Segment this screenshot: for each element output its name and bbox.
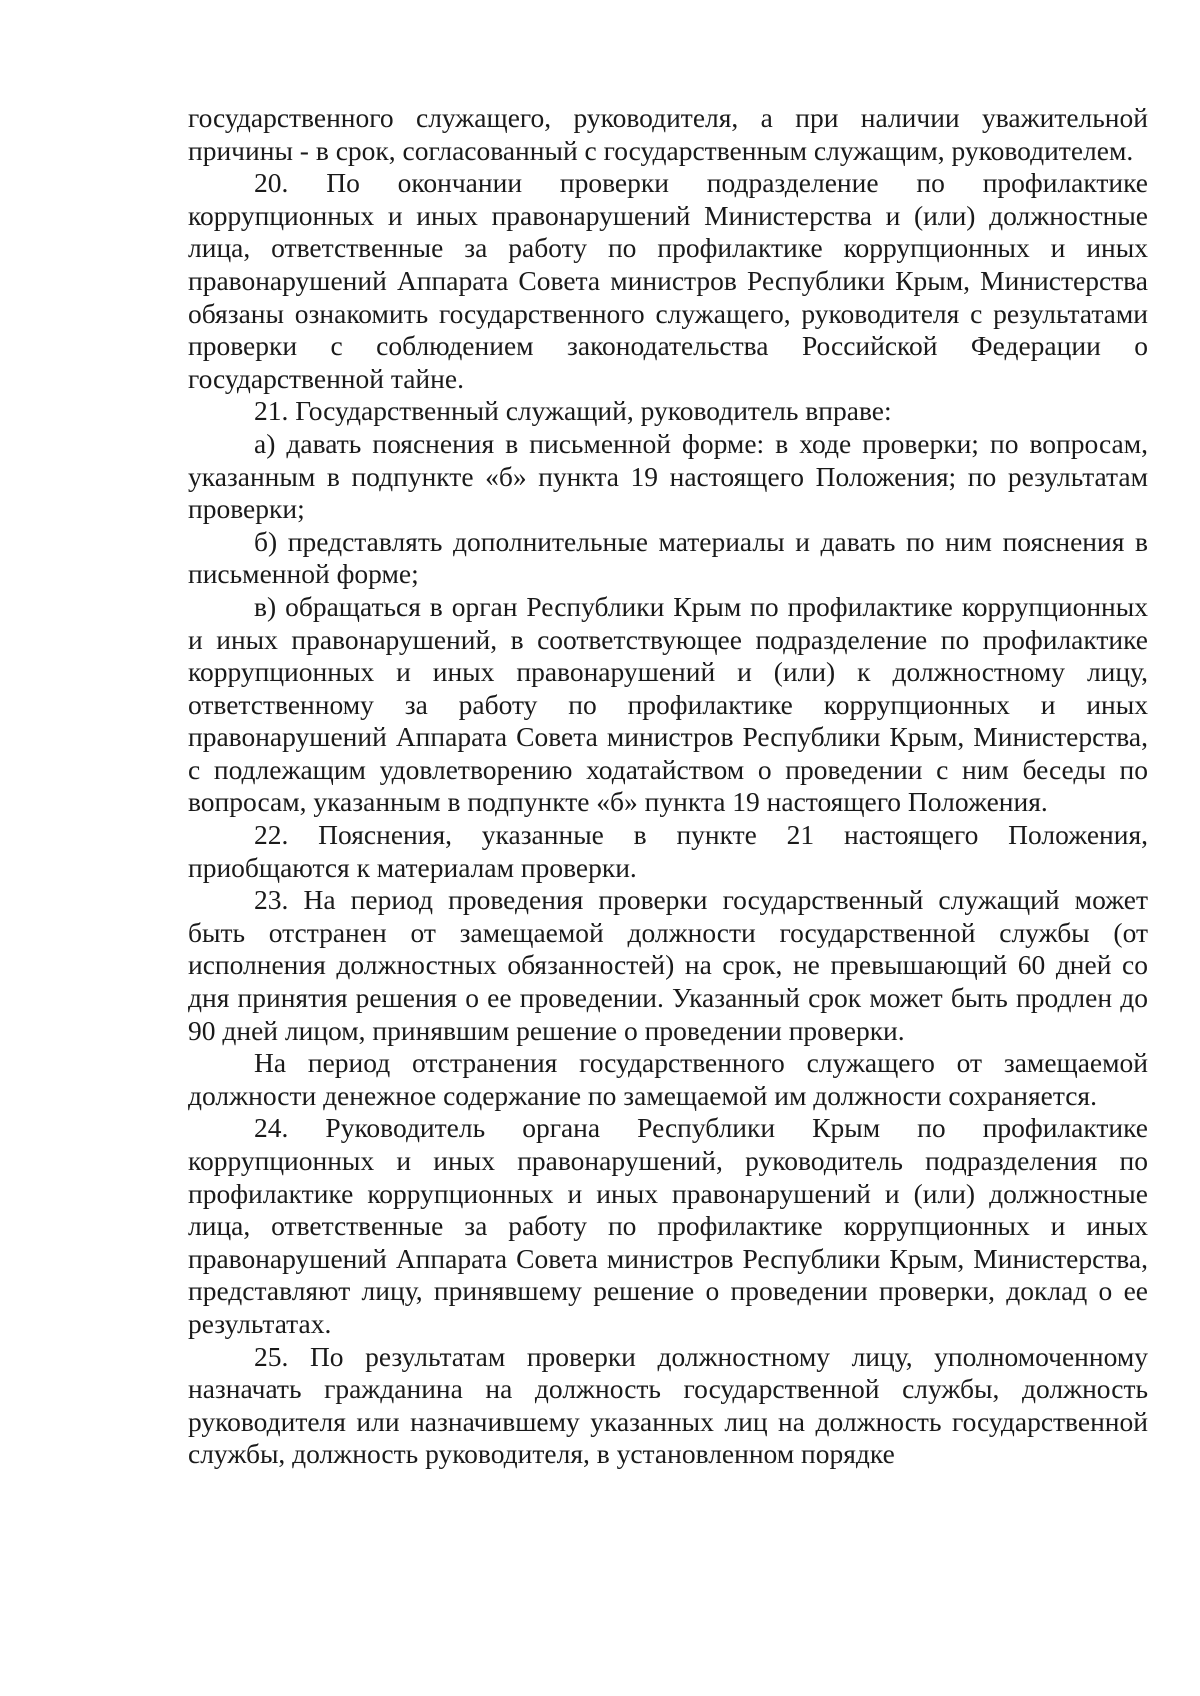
paragraph-23-suspension: На период отстранения государственного служащего от замещаемой должности денежное содержание по замещаемой им должности сохраняется.: [188, 1047, 1148, 1111]
paragraph-25: 25. По результатам проверки должностному лицу, уполномоченному назначать гражданина на должность государственной службы, должность руководителя или назначившему указанных лиц на должность государственной службы, должность руководителя, в установленном порядке: [188, 1340, 1148, 1470]
paragraph-continuation: государственного служащего, руководителя, а при наличии уважительной причины - в срок, согласованный с государственным служащим, руководителем.: [188, 102, 1148, 166]
paragraph-23: 23. На период проведения проверки государственный служащий может быть отстранен от замещаемой должности государственной службы (от исполнения должностных обязанностей) на срок, не превышающий 60 дней со дня принятия решения о ее проведении. Указанный срок может быть продлен до 90 дней лицом, принявшим решение о проведении проверки.: [188, 884, 1148, 1046]
paragraph-22: 22. Пояснения, указанные в пункте 21 настоящего Положения, приобщаются к материалам проверки.: [188, 819, 1148, 883]
paragraph-21-b: б) представлять дополнительные материалы и давать по ним пояснения в письменной форме;: [188, 525, 1148, 590]
paragraph-24: 24. Руководитель органа Республики Крым по профилактике коррупционных и иных правонарушений, руководитель подразделения по профилактике коррупционных и иных правонарушений и (или) должностные лица, ответственные за работу по профилактике коррупционных и иных правонарушений Аппарата Совета министров Республики Крым, Министерства, представляют лицу, принявшему решение о проведении проверки, доклад о ее результатах.: [188, 1112, 1148, 1339]
paragraph-20: 20. По окончании проверки подразделение по профилактике коррупционных и иных правонарушений Министерства и (или) должностные лица, ответственные за работу по профилактике коррупционных и иных правонарушений Аппарата Совета министров Республики Крым, Министерства обязаны ознакомить государственного служащего, руководителя с результатами проверки с соблюдением законодательства Российской Федерации о государственной тайне.: [188, 167, 1148, 394]
paragraph-21-v: в) обращаться в орган Республики Крым по профилактике коррупционных и иных правонарушений, в соответствующее подразделение по профилактике коррупционных и иных правонарушений и (или) к должностному лицу, ответственному за работу по профилактике коррупционных и иных правонарушений Аппарата Совета министров Республики Крым, Министерства, с подлежащим удовлетворению ходатайством о проведении с ним беседы по вопросам, указанным в подпункте «б» пункта 19 настоящего Положения.: [188, 590, 1148, 818]
paragraph-21-a: а) давать пояснения в письменной форме: в ходе проверки; по вопросам, указанным в подпункте «б» пункта 19 настоящего Положения; по результатам проверки;: [188, 427, 1148, 525]
document-body: [188, 102, 1148, 1471]
paragraph-21: 21. Государственный служащий, руководитель вправе:: [254, 395, 892, 427]
